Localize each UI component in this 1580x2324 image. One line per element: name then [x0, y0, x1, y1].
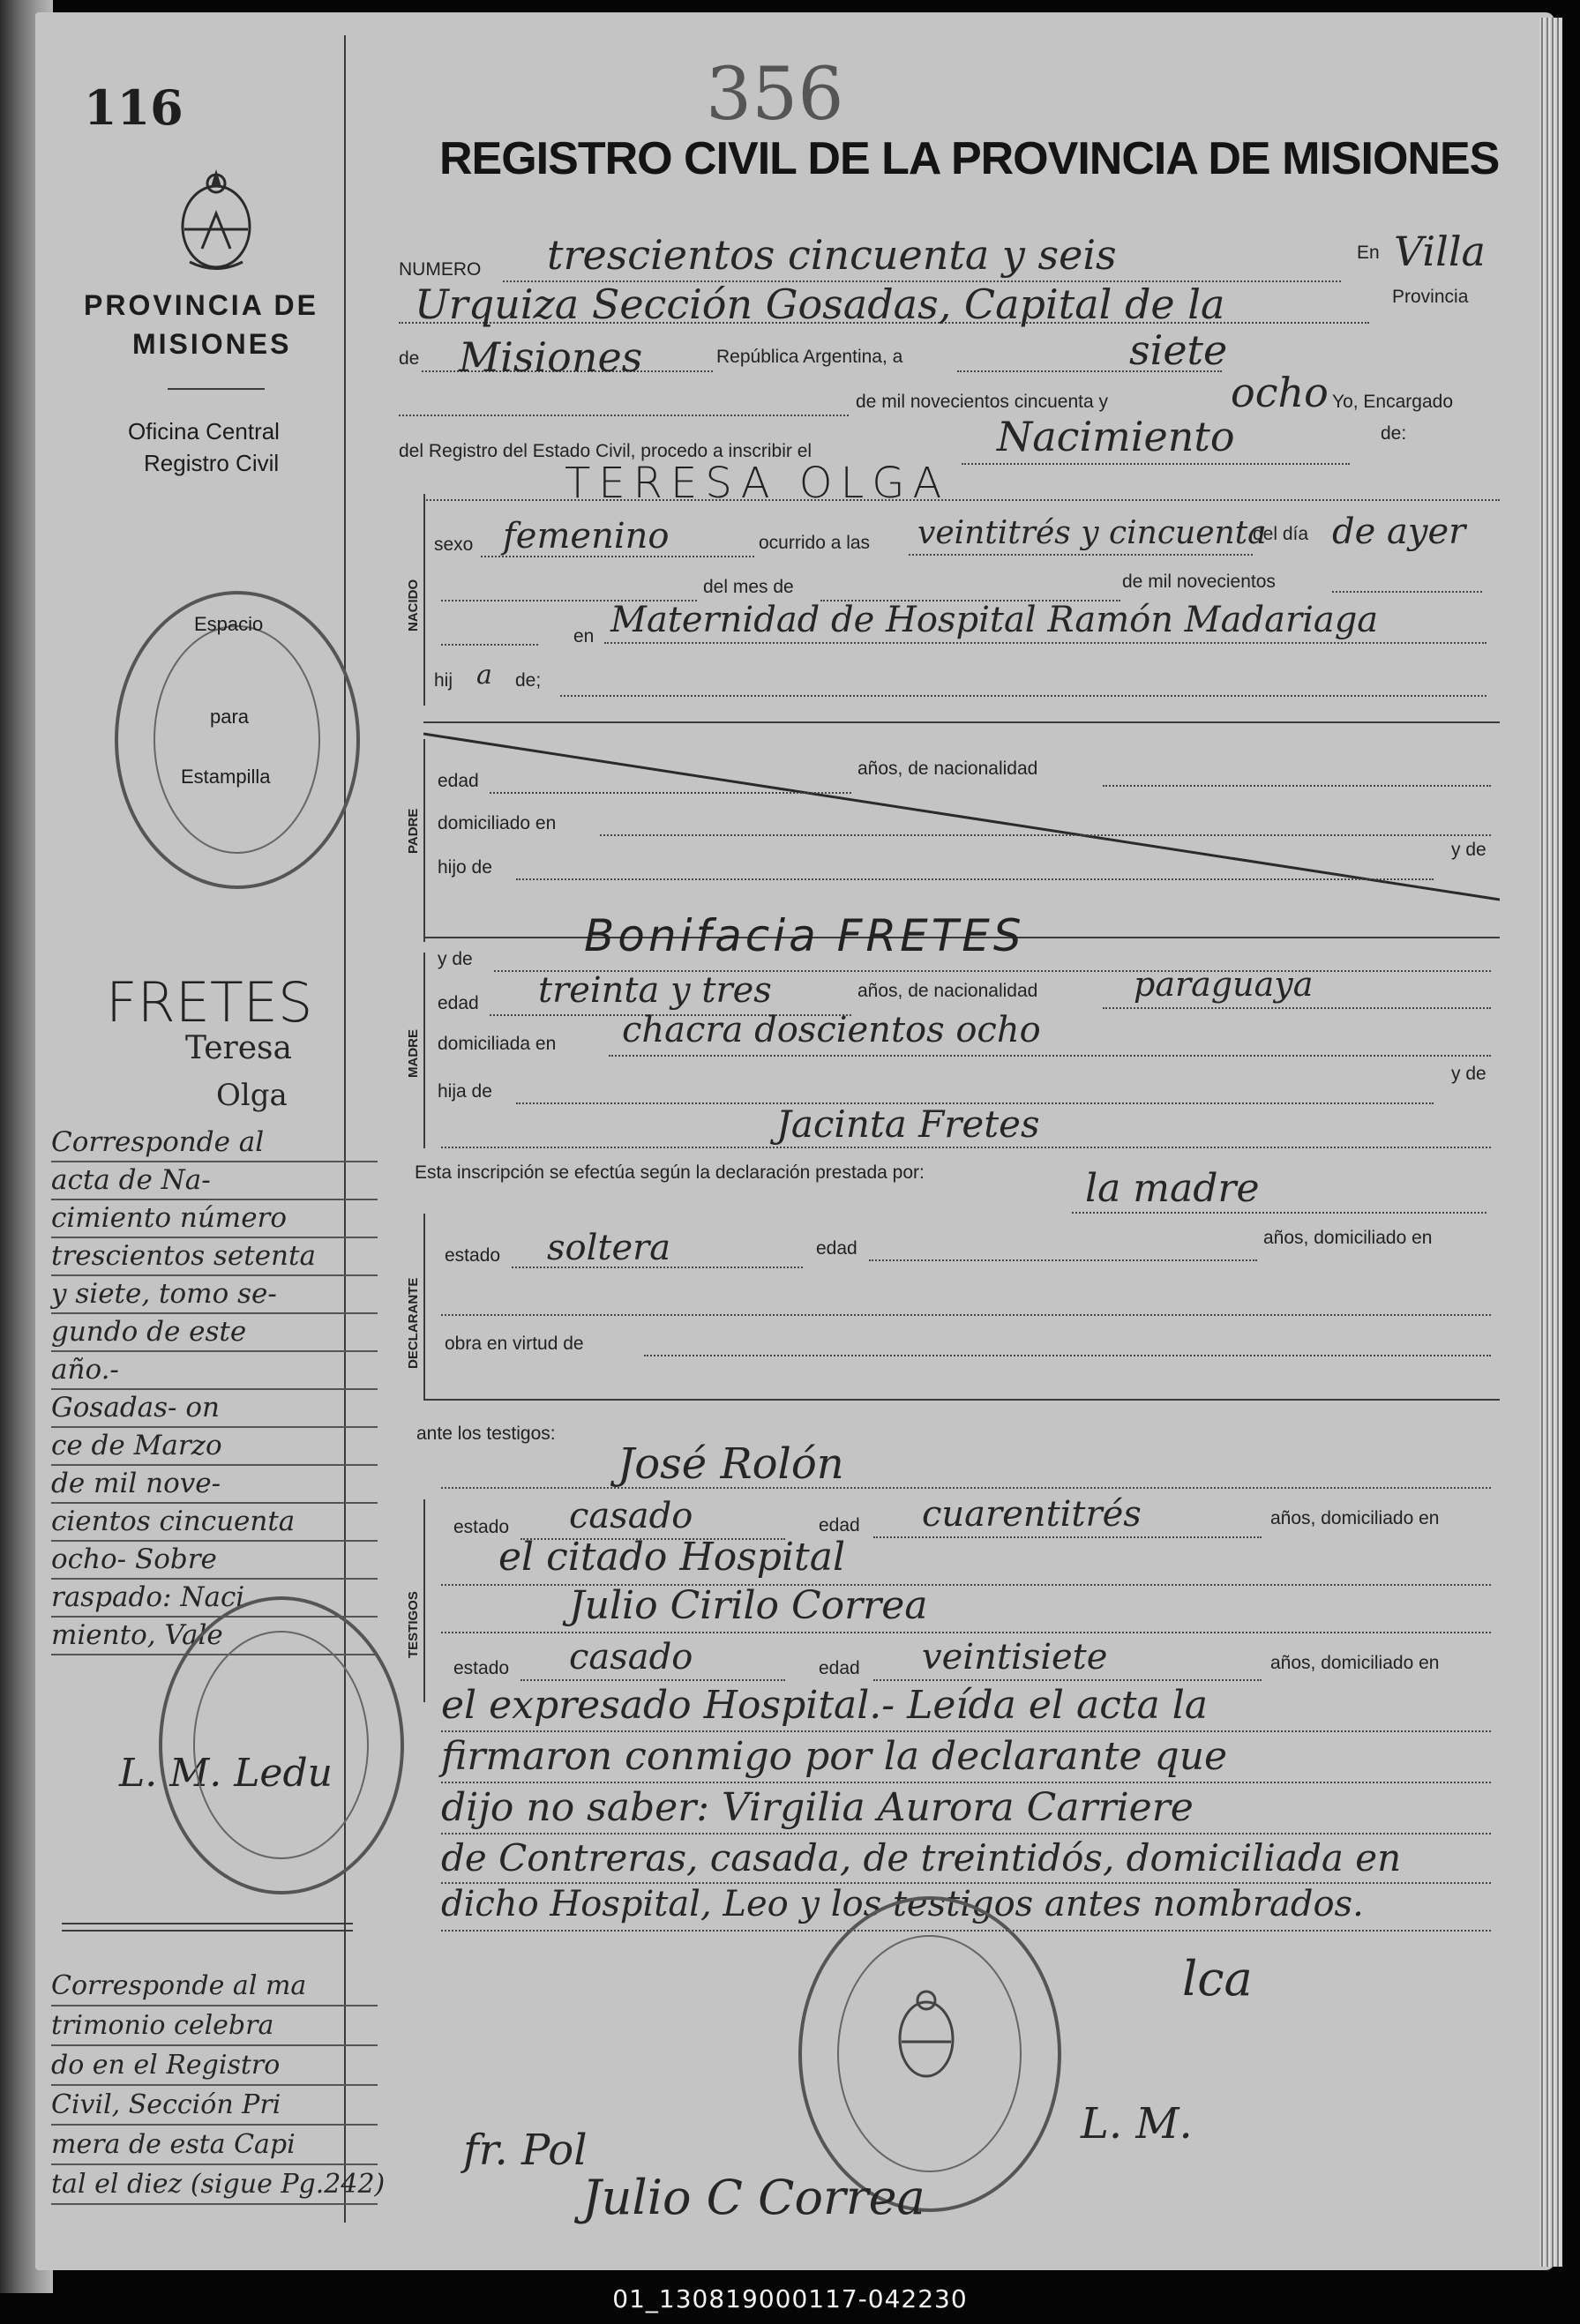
hora-value: veintitrés y cincuenta — [917, 515, 1267, 551]
margin-note2-line: do en el Registro — [51, 2046, 378, 2086]
en-label-nacido: en — [573, 626, 595, 646]
child-name: TERESA OLGA — [565, 459, 950, 508]
abuela-line — [441, 1147, 1491, 1148]
birthplace-value: Maternidad de Hospital Ramón Madariaga — [610, 600, 1379, 640]
signature-correa: Julio C Correa — [582, 2170, 925, 2225]
image-footer-id: 01_130819000117-042230 — [612, 2284, 968, 2313]
declarante-domicilio-line — [441, 1314, 1491, 1316]
republica-label: República Argentina, a — [716, 347, 903, 367]
province-name: MISIONES — [132, 328, 292, 360]
margin-note-line: miento, Vale — [51, 1618, 378, 1655]
declarante-bottom-rule — [423, 1399, 1500, 1401]
declarante-bracket — [423, 1214, 425, 1399]
testigo1-edad-value: cuarentitrés — [922, 1494, 1142, 1535]
madre-nacionalidad-line — [1103, 1007, 1491, 1009]
margin-note-line: ce de Marzo — [51, 1428, 378, 1466]
declarante-line — [1072, 1212, 1486, 1214]
declarante-edad-line — [869, 1259, 1257, 1261]
madre-y-de-label: y de — [438, 949, 473, 969]
declarante-estado-line — [512, 1267, 803, 1268]
declarante-label: DECLARANTE — [406, 1277, 421, 1369]
mil-label: de mil novecientos cincuenta y — [856, 392, 1108, 412]
mil-novecientos-label: de mil novecientos — [1122, 572, 1276, 592]
margin-note-line: Gosadas- on — [51, 1390, 378, 1428]
en-dash-line — [441, 644, 538, 646]
testigo1-name: José Rolón — [618, 1439, 844, 1489]
testigo2-estado-line — [520, 1679, 785, 1681]
margin-separator — [62, 1923, 353, 1924]
acto-value: Nacimiento — [997, 413, 1235, 460]
declarante-domiciliado-label: años, domiciliado en — [1263, 1228, 1433, 1248]
margin-given-name2: Olga — [216, 1078, 288, 1113]
padre-edad-line — [490, 792, 851, 794]
testigo2-edad-line — [873, 1679, 1262, 1681]
en-label: En — [1357, 243, 1380, 263]
margin-note2-line: mera de esta Capi — [51, 2126, 378, 2165]
closing-line-1: el expresado Hospital.- Leída el acta la — [441, 1683, 1209, 1728]
location-value: Urquiza Sección Gosadas, Capital de la — [415, 280, 1225, 328]
numero-value: trescientos cincuenta y seis — [547, 231, 1117, 279]
margin-note-2 — [51, 1967, 386, 2205]
nacido-label: NACIDO — [406, 579, 421, 631]
sexo-value: femenino — [503, 516, 670, 557]
margin-note-line: año.- — [51, 1352, 378, 1390]
declarante-value: la madre — [1085, 1166, 1260, 1211]
office-line1: Oficina Central — [128, 418, 280, 445]
declarante-estado-label: estado — [445, 1245, 501, 1266]
name-line — [423, 499, 1500, 501]
madre-domicilio-value: chacra doscientos ocho — [622, 1010, 1041, 1050]
signature-encargado-top: lca — [1182, 1951, 1253, 2006]
closing-rule-1 — [441, 1730, 1491, 1732]
year-value: ocho — [1231, 369, 1329, 416]
obra-line — [644, 1355, 1491, 1356]
abuela-value: Jacinta Fretes — [776, 1102, 1040, 1146]
ante-label: ante los testigos: — [416, 1424, 556, 1444]
testigos-bracket — [423, 1499, 425, 1702]
hij-de-label: de; — [515, 670, 542, 691]
province-label: PROVINCIA DE — [84, 289, 318, 321]
margin-note-line: acta de Na- — [51, 1162, 378, 1200]
madre-nacionalidad-label: años, de nacionalidad — [857, 981, 1038, 1001]
testigo1-edad-line — [873, 1536, 1262, 1538]
padre-label: PADRE — [406, 808, 421, 854]
page-title: REGISTRO CIVIL DE LA PROVINCIA DE MISIONES — [439, 133, 1500, 184]
padre-y-de-label: y de — [1451, 840, 1486, 860]
hij-suffix: a — [476, 660, 492, 691]
testigo1-name-line — [441, 1487, 1491, 1489]
registry-seal-margin — [159, 1596, 404, 1894]
inscripcion-label: Esta inscripción se efectúa según la declaración prestada por: — [415, 1162, 925, 1183]
hij-line — [560, 695, 1486, 697]
closing-line-4: de Contreras, casada, de treintidós, domiciliada en — [441, 1836, 1402, 1879]
testigo2-estado-label: estado — [453, 1658, 510, 1678]
margin-note2-line: Civil, Sección Pri — [51, 2086, 378, 2126]
madre-y-de2-label: y de — [1451, 1064, 1486, 1084]
sexo-label: sexo — [434, 534, 474, 555]
hora-line — [909, 554, 1253, 556]
year-dash-line — [1332, 591, 1482, 593]
acto-line — [962, 463, 1350, 465]
testigo2-domiciliado-label: años, domiciliado en — [1270, 1653, 1440, 1673]
testigo2-estado-value: casado — [569, 1637, 693, 1678]
header-divider — [168, 388, 265, 390]
margin-note-line: cimiento número — [51, 1200, 378, 1238]
testigo1-domiciliado-label: años, domiciliado en — [1270, 1508, 1440, 1528]
closing-line-5: dicho Hospital, Leo y los testigos antes nombrados. — [441, 1884, 1364, 1924]
numero-label: NUMERO — [399, 259, 482, 280]
closing-line-2: firmaron conmigo por la declarante que — [441, 1734, 1228, 1779]
margin-note-line: trescientos setenta — [51, 1238, 378, 1276]
padre-edad-label: edad — [438, 771, 479, 791]
madre-bracket — [423, 953, 425, 1148]
testigos-label: TESTIGOS — [406, 1591, 421, 1658]
de-label: de — [399, 348, 420, 369]
stamp-text-line1: Espacio — [194, 613, 264, 635]
page-number: 116 — [84, 79, 183, 136]
testigo1-estado-label: estado — [453, 1517, 510, 1537]
margin-note2-line: tal el diez (sigue Pg.242) — [51, 2165, 378, 2205]
testigo1-estado-value: casado — [569, 1496, 693, 1536]
closing-rule-2 — [441, 1782, 1491, 1783]
testigo2-name-line — [441, 1632, 1491, 1633]
testigo2-edad-label: edad — [819, 1658, 860, 1678]
registro-label: del Registro del Estado Civil, procedo a inscribir el — [399, 441, 812, 461]
seal-emblem-icon — [891, 1984, 962, 2090]
birthplace-line — [604, 642, 1486, 644]
province-value: Misiones — [459, 333, 643, 381]
yo-label: Yo, Encargado — [1332, 392, 1454, 412]
declarante-edad-label: edad — [816, 1238, 857, 1259]
hijo-de-line — [516, 878, 1434, 880]
margin-note-line: gundo de este — [51, 1314, 378, 1352]
padre-nacionalidad-label: años, de nacionalidad — [857, 758, 1038, 779]
margin-signature: L. M. Ledu — [119, 1751, 333, 1796]
day-value: siete — [1129, 326, 1228, 374]
margin-note-line: ocho- Sobre — [51, 1542, 378, 1580]
margin-note2-line: trimonio celebra — [51, 2006, 378, 2046]
closing-line-3: dijo no saber: Virgilia Aurora Carriere — [441, 1785, 1194, 1830]
madre-nacionalidad-value: paraguaya — [1134, 965, 1314, 1004]
margin-note2-line: Corresponde al ma — [51, 1967, 378, 2006]
testigo1-domicilio-value: el citado Hospital — [498, 1535, 846, 1580]
madre-edad-label: edad — [438, 993, 479, 1013]
madre-label: MADRE — [406, 1029, 421, 1078]
del-mes-label: del mes de — [703, 577, 794, 597]
signature-encargado: L. M. — [1081, 2099, 1193, 2148]
del-dia-label: del día — [1253, 524, 1309, 544]
month-line — [399, 415, 849, 416]
padre-domicilio-line — [600, 834, 1491, 836]
margin-separator — [62, 1930, 353, 1932]
provincia-label: Provincia — [1392, 287, 1469, 307]
del-dia-value: de ayer — [1332, 512, 1466, 552]
closing-rule-3 — [441, 1833, 1491, 1835]
margin-note-line: de mil nove- — [51, 1466, 378, 1504]
handwritten-number: 356 — [706, 53, 844, 137]
ocurrido-label: ocurrido a las — [759, 533, 871, 553]
testigo2-edad-value: veintisiete — [922, 1637, 1108, 1678]
margin-note-1 — [51, 1125, 378, 1655]
office-line2: Registro Civil — [144, 450, 280, 476]
margin-note-line: raspado: Naci — [51, 1580, 378, 1618]
stamp-text-line3: Estampilla — [181, 766, 271, 788]
bottom-left-signature: fr. Pol — [463, 2126, 588, 2175]
hij-label: hij — [434, 670, 453, 691]
declarante-estado-value: soltera — [547, 1228, 671, 1268]
madre-domiciliada-label: domiciliada en — [438, 1034, 557, 1054]
margin-note-line: Corresponde al — [51, 1125, 378, 1162]
hijo-de-label: hijo de — [438, 857, 492, 878]
page-edges — [1539, 18, 1562, 2267]
madre-domicilio-line — [609, 1055, 1491, 1057]
padre-domiciliado-label: domiciliado en — [438, 813, 557, 833]
stamp-text-line2: para — [210, 706, 250, 728]
testigo2-name: Julio Cirilo Correa — [569, 1583, 928, 1628]
margin-note-line: y siete, tomo se- — [51, 1276, 378, 1314]
margin-given-name1: Teresa — [185, 1030, 292, 1066]
margin-surname: FRETES — [106, 970, 313, 1035]
coat-of-arms-icon — [172, 161, 260, 275]
padre-nacionalidad-line — [1103, 785, 1491, 787]
nacido-bracket — [423, 494, 425, 706]
nacido-bottom-rule — [423, 721, 1500, 723]
obra-label: obra en virtud de — [445, 1334, 584, 1354]
villa-value: Villa — [1394, 228, 1486, 275]
hija-de-label: hija de — [438, 1081, 492, 1102]
testigo1-edad-label: edad — [819, 1515, 860, 1536]
madre-name: Bonifacia FRETES — [584, 910, 1025, 961]
madre-edad-value: treinta y tres — [538, 970, 772, 1011]
margin-note-line: cientos cincuenta — [51, 1504, 378, 1542]
de-colon-label: de: — [1381, 423, 1407, 444]
